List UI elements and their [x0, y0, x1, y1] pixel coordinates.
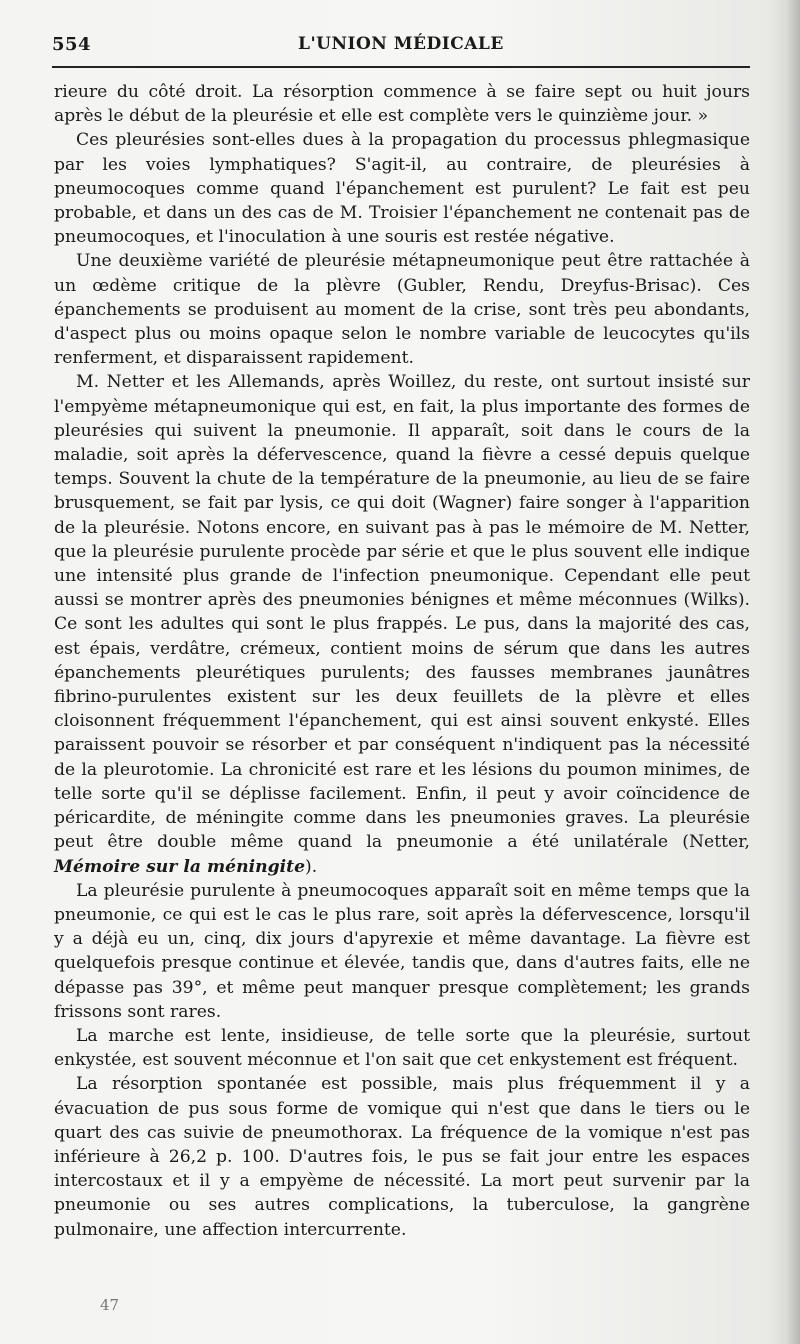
- paragraph-4-text: M. Netter et les Allemands, après Woillez, du reste, ont surtout insisté sur l'empyème métapneumonique qui est, en fait, la plus importante des formes de pleurésies qui suivent la pneumonie. Il apparaît, soit dans le cours de la maladie, soit après la défervescence, quand la fièvre a cessé depuis quelque temps. Souvent la chute de la température de la pneumonie, au lieu de se faire brusquement, se fait par lysis, ce qui doit (Wagner) faire songer à l'apparition de la pleurésie. Notons encore, en suivant pas à pas le mémoire de M. Netter, que la pleurésie purulente procède par série et que le plus souvent elle indique une intensité plus grande de l'infection pneumonique. Cependant elle peut aussi se montrer après des pneumonies bénignes et même méconnues (Wilks). Ce sont les adultes qui sont le plus frappés. Le pus, dans la majorité des cas, est épais, verdâtre, crémeux, contient moins de sérum que dans les autres épanchements pleurétiques purulents; des fausses membranes jaunâtres fibrino-purulentes existent sur les deux feuillets de la plèvre et elles cloisonnent fréquemment l'épanchement, qui est ainsi souvent enkysté. Elles paraissent pouvoir se résorber et par conséquent n'indiquent pas la nécessité de la pleurotomie. La chronicité est rare et les lésions du poumon minimes, de telle sorte qu'il se déplisse facilement. Enfin, il peut y avoir coïncidence de péricardite, de méningite comme dans les pneumonies graves. La pleurésie peut être double même quand la pneumonie a été unilatérale (Netter,: [54, 372, 750, 853]
- page-number: 554: [52, 34, 92, 55]
- paragraph-3: Une deuxième variété de pleurésie métapneumonique peut être rattachée à un œdème critique de la plèvre (Gubler, Rendu, Dreyfus-Brisac). Ces épanchements se produisent au moment de la crise, sont très peu abondants, d'aspect plus ou moins opaque selon le nombre variable de leucocytes qu'ils renferment, et disparaissent rapidement.: [54, 251, 750, 369]
- paragraph-2: Ces pleurésies sont-elles dues à la propagation du processus phlegmasique par les voies lymphatiques? S'agit-il, au contraire, de pleurésies à pneumocoques comme quand l'épanchement est purulent? Le fait est peu probable, et dans un des cas de M. Troisier l'épanchement ne contenait pas de pneumocoques, et l'inoculation à une souris est restée négative.: [54, 130, 750, 248]
- paragraph-7: La résorption spontanée est possible, mais plus fréquemment il y a évacuation de pus sous forme de vomique qui n'est que dans le tiers ou le quart des cas suivie de pneumothorax. La fréquence de la vomique n'est pas inférieure à 26,2 p. 100. D'autres fois, le pus se fait jour entre les espaces intercostaux et il y a empyème de nécessité. La mort peut survenir par la pneumonie ou ses autres complications, la tuberculose, la gangrène pulmonaire, une affection intercurrente.: [54, 1074, 750, 1240]
- signature-mark: 47: [100, 1296, 120, 1314]
- citation-memoire: Mémoire sur la méningite: [54, 856, 306, 877]
- paragraph-1: rieure du côté droit. La résorption commence à se faire sept ou huit jours après le début de la pleurésie et elle est complète vers le quinzième jour. »: [54, 82, 750, 127]
- citation-close: ).: [305, 856, 318, 877]
- page-header: [52, 30, 748, 64]
- article-body: [54, 80, 750, 1242]
- running-head: L'UNION MÉDICALE: [298, 34, 504, 54]
- paragraph-6: La marche est lente, insidieuse, de telle sorte que la pleurésie, surtout enkystée, est souvent méconnue et l'on sait que cet enkystement est fréquent.: [54, 1025, 750, 1071]
- header-rule: [52, 66, 750, 68]
- paragraph-5: La pleurésie purulente à pneumocoques apparaît soit en même temps que la pneumonie, ce qui est le cas le plus rare, soit après la défervescence, lorsqu'il y a déjà eu un, cinq, dix jours d'apyrexie et même davantage. La fièvre est quelquefois presque continue et élevée, tandis que, dans d'autres faits, elle ne dépasse pas 39°, et même peut manquer presque complètement; les grands frissons sont rares.: [54, 880, 750, 1022]
- paragraph-4: [54, 370, 750, 878]
- page-spine-shadow: [786, 0, 800, 1344]
